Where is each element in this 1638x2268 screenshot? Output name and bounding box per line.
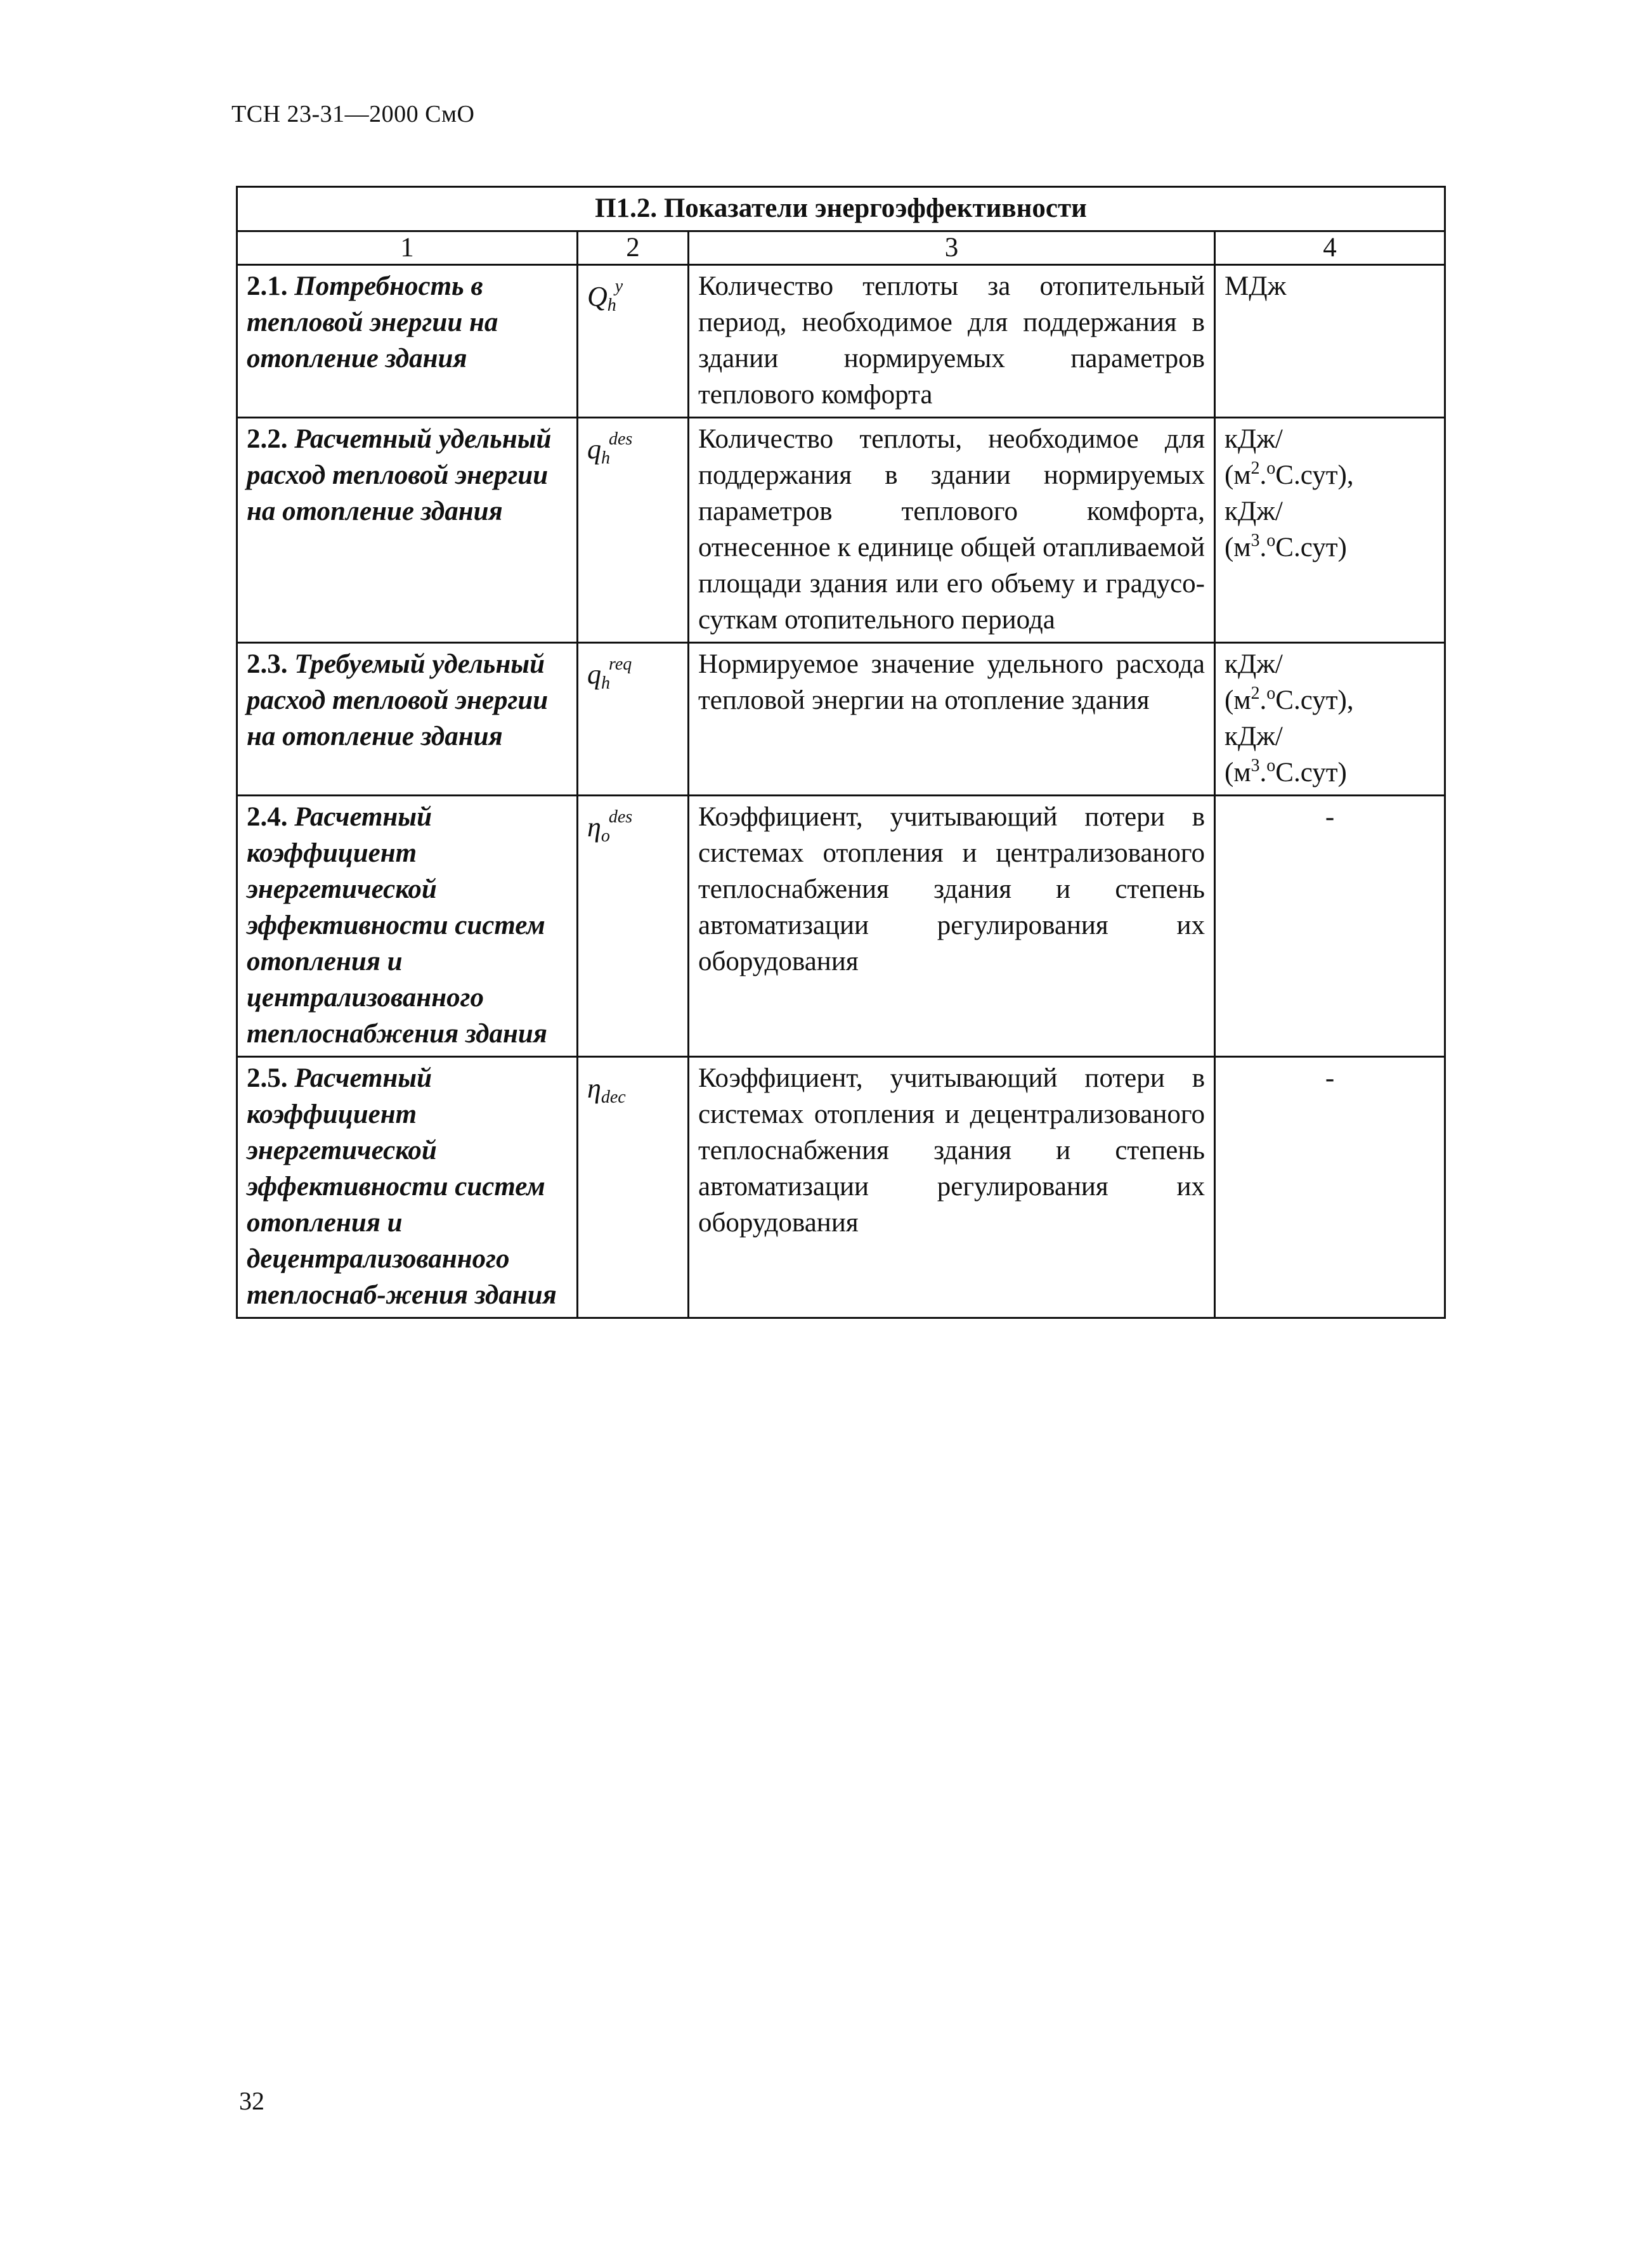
symbol-subscript: h — [601, 673, 610, 693]
table-row — [237, 1057, 1445, 1318]
indicator-name-cell — [237, 1057, 578, 1318]
symbol-superscript: des — [608, 807, 633, 827]
indicator-unit — [1215, 418, 1445, 643]
unit-text: $(м^2.^оС.сут)$, — [1225, 684, 1354, 715]
symbol-base: η — [587, 1073, 601, 1104]
table-row — [237, 643, 1445, 796]
indicator-symbol — [578, 643, 689, 796]
unit-text: кДж/ — [1225, 496, 1283, 526]
table-row — [237, 418, 1445, 643]
symbol-subscript: h — [607, 295, 616, 315]
unit-text: - — [1325, 802, 1335, 832]
indicator-description: Количество теплоты за отопительный период, необходимое для поддержания в здании нормируемых параметров теплового комфорта — [689, 265, 1215, 418]
indicator-symbol — [578, 418, 689, 643]
symbol-base: Q — [587, 281, 608, 312]
indicator-unit — [1215, 796, 1445, 1057]
indicator-unit — [1215, 1057, 1445, 1318]
table-title-row — [237, 187, 1445, 231]
indicator-name-cell — [237, 796, 578, 1057]
indicator-name: Расчетный удельный расход тепловой энергии на отопление здания — [247, 424, 552, 526]
symbol-subscript: h — [601, 448, 610, 468]
indicator-symbol — [578, 265, 689, 418]
indicator-unit — [1215, 265, 1445, 418]
indicator-description: Нормируемое значение удельного расхода тепловой энергии на отопление здания — [689, 643, 1215, 796]
indicator-number: 2.2. — [247, 424, 288, 454]
unit-text: кДж/ — [1225, 424, 1283, 454]
unit-text: - — [1325, 1063, 1335, 1093]
symbol-superscript: req — [609, 654, 632, 674]
indicator-description: Коэффициент, учитывающий потери в системах отопления и децентрализованого теплоснабжения здания и степень автоматизации регулирования их оборудования — [689, 1057, 1215, 1318]
unit-text: $(м^2.^оС.сут)$, — [1225, 458, 1354, 490]
indicator-name: Требуемый удельный расход тепловой энергии на отопление здания — [247, 649, 549, 751]
column-number: 4 — [1215, 231, 1445, 265]
indicator-description: Количество теплоты, необходимое для поддержания в здании нормируемых параметров теплового комфорта, отнесенное к единице общей отапливаемой площади здания или его объему и градусо-суткам отопительного периода — [689, 418, 1215, 643]
symbol-subscript: o — [601, 826, 610, 846]
indicator-name-cell — [237, 418, 578, 643]
symbol-superscript: des — [609, 429, 633, 449]
symbol-base: q — [587, 434, 601, 465]
indicator-number: 2.4. — [247, 802, 288, 832]
indicator-name-cell — [237, 265, 578, 418]
symbol-base: q — [587, 659, 601, 690]
document-code: ТСН 23-31—2000 СмО — [231, 101, 475, 127]
unit-text: кДж/ — [1225, 649, 1283, 679]
indicator-symbol — [578, 796, 689, 1057]
indicator-number: 2.1. — [247, 271, 288, 301]
energy-efficiency-table — [236, 186, 1446, 1319]
unit-text: $(м^3.^оС.сут)$ — [1225, 531, 1347, 562]
table-title: П1.2. Показатели энергоэффективности — [237, 187, 1445, 231]
indicator-unit — [1215, 643, 1445, 796]
indicator-name: Расчетный коэффициент энергетической эффективности систем отопления и децентрализованного теплоснаб-жения здания — [247, 1063, 557, 1310]
page-number: 32 — [239, 2087, 264, 2115]
indicator-description: Коэффициент, учитывающий потери в системах отопления и централизованого теплоснабжения здания и степень автоматизации регулирования их оборудования — [689, 796, 1215, 1057]
column-number: 2 — [578, 231, 689, 265]
indicator-number: 2.3. — [247, 649, 288, 679]
column-number: 1 — [237, 231, 578, 265]
indicator-name-cell — [237, 643, 578, 796]
table-row — [237, 265, 1445, 418]
indicator-number: 2.5. — [247, 1063, 288, 1093]
symbol-superscript: y — [614, 276, 623, 296]
column-number-row — [237, 231, 1445, 265]
indicator-name: Потребность в тепловой энергии на отопление здания — [247, 271, 498, 373]
unit-text: $(м^3.^оС.сут)$ — [1225, 756, 1347, 787]
indicator-name: Расчетный коэффициент энергетической эффективности систем отопления и централизованного теплоснабжения здания — [247, 802, 547, 1049]
unit-text: МДж — [1225, 271, 1287, 301]
indicator-symbol — [578, 1057, 689, 1318]
column-number: 3 — [689, 231, 1215, 265]
unit-text: кДж/ — [1225, 722, 1283, 751]
table-row — [237, 796, 1445, 1057]
symbol-subscript: dec — [601, 1087, 626, 1107]
symbol-base: η — [587, 812, 601, 843]
